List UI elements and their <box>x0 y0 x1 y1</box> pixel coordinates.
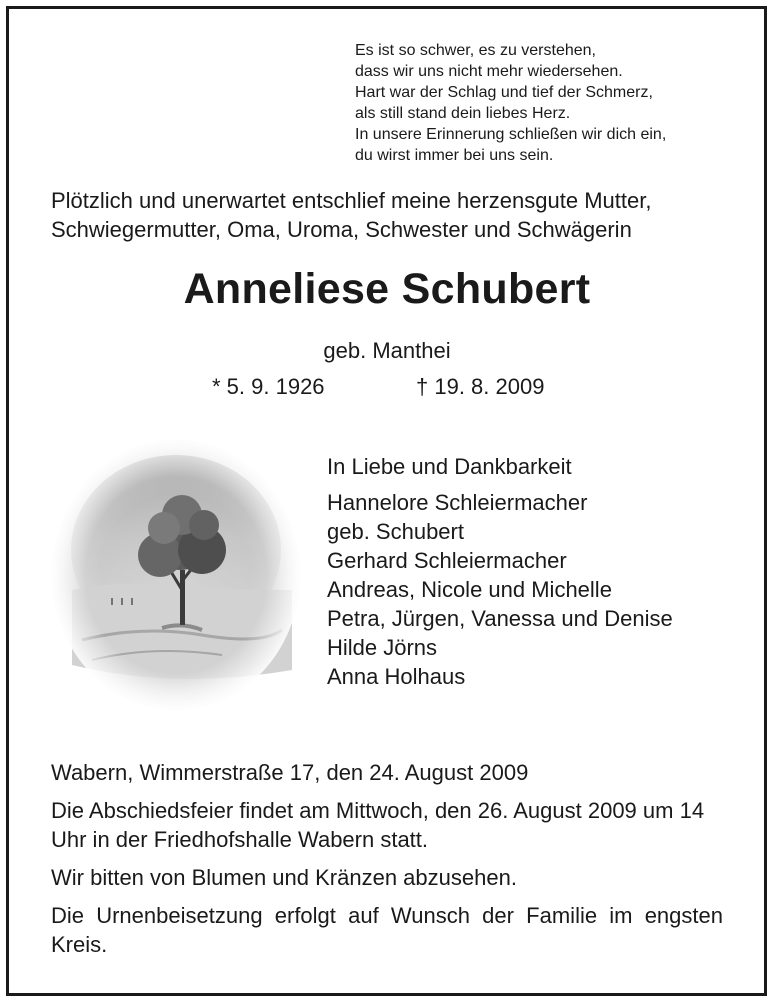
flowers-note: Wir bitten von Blumen und Kränzen abzusehen. <box>51 865 517 890</box>
place-date: Wabern, Wimmerstraße 17, den 24. August 2009 <box>51 760 529 785</box>
mourners-list <box>327 452 673 691</box>
mourner-name: Hilde Jörns <box>327 635 438 660</box>
tree-landscape-illustration <box>52 440 300 710</box>
birth-name: geb. Manthei <box>323 338 451 363</box>
intro-text <box>51 186 651 244</box>
mourners-lead: In Liebe und Dankbarkeit <box>327 454 572 479</box>
poem-line: als still stand dein liebes Herz. <box>355 105 571 122</box>
mourner-name: Andreas, Nicole und Michelle <box>327 577 612 602</box>
poem-line: du wirst immer bei uns sein. <box>355 147 554 164</box>
burial-note: Die Urnenbeisetzung erfolgt auf Wunsch der Familie im engsten Kreis. <box>51 903 723 957</box>
deceased-name: Anneliese Schubert <box>183 265 591 313</box>
intro-line: Schwiegermutter, Oma, Uroma, Schwester und Schwägerin <box>51 217 632 242</box>
mourner-name: Gerhard Schleiermacher <box>327 548 567 573</box>
death-date: † 19. 8. 2009 <box>416 374 545 399</box>
poem-line: In unsere Erinnerung schließen wir dich ein, <box>355 126 667 143</box>
memorial-poem <box>355 40 666 166</box>
mourner-name: geb. Schubert <box>327 519 464 544</box>
ceremony-info: Die Abschiedsfeier findet am Mittwoch, den 26. August 2009 um 14 Uhr in der Friedhofshalle Wabern statt. <box>51 798 705 852</box>
poem-line: dass wir uns nicht mehr wiedersehen. <box>355 63 623 80</box>
notice-footer <box>51 758 723 968</box>
mourner-name: Petra, Jürgen, Vanessa und Denise <box>327 606 673 631</box>
intro-line: Plötzlich und unerwartet entschlief meine herzensgute Mutter, <box>51 188 652 213</box>
mourner-name: Anna Holhaus <box>327 664 466 689</box>
mourner-name: Hannelore Schleiermacher <box>327 490 588 515</box>
poem-line: Hart war der Schlag und tief der Schmerz, <box>355 84 653 101</box>
poem-line: Es ist so schwer, es zu verstehen, <box>355 42 596 59</box>
birth-date: * 5. 9. 1926 <box>212 374 325 399</box>
